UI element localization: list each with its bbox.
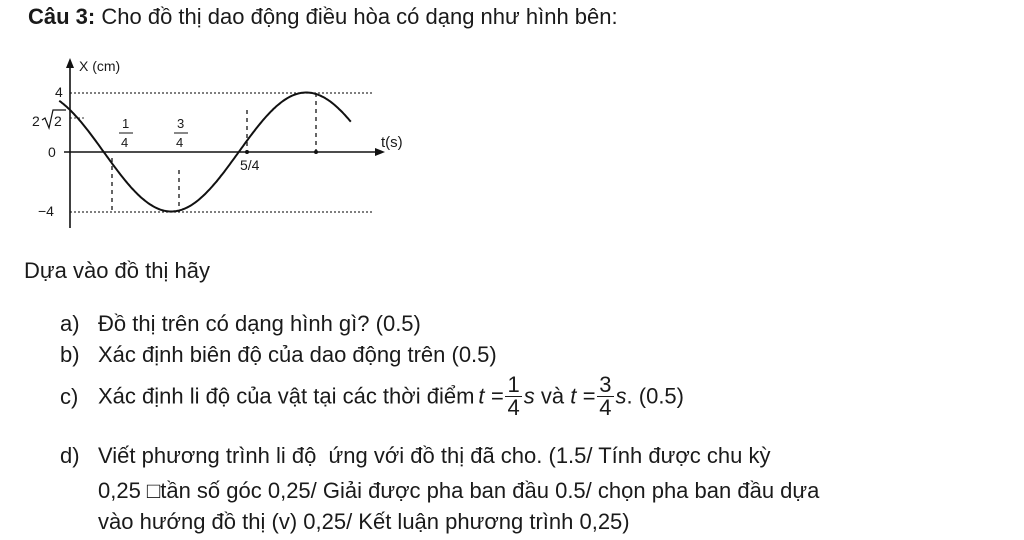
item-b-text: Xác định biên độ của dao động trên (0.5): [98, 342, 497, 367]
y-tick-0: 0: [48, 144, 56, 160]
x-axis-label: t(s): [381, 134, 403, 151]
item-d-line3: vào hướng đồ thị (v) 0,25/ Kết luận phương trình 0,25): [98, 509, 630, 534]
item-c-text: Xác định li độ của vật tại các thời điểm: [98, 383, 475, 409]
y-axis-arrow-icon: [66, 58, 74, 68]
item-c-t2: t =: [570, 383, 596, 409]
label-5-4: 5/4: [240, 157, 260, 173]
item-d: [60, 443, 770, 469]
frac-3-4-num: 3: [177, 116, 185, 131]
item-c-frac2-num: 3: [599, 372, 612, 397]
y-tick-4: 4: [55, 84, 63, 100]
item-a: [60, 311, 421, 337]
y-tick-2r2-coef: 2: [32, 113, 40, 129]
item-c-frac1: [505, 374, 521, 419]
item-c: [60, 374, 684, 419]
question-title: [28, 4, 618, 30]
prompt-text: Dựa vào đồ thị hãy: [24, 258, 210, 283]
item-c-frac2: [597, 374, 613, 419]
item-c-end: . (0.5): [626, 383, 684, 409]
y-tick-2r2-rad: 2: [54, 113, 62, 129]
y-axis-label: X (cm): [79, 58, 121, 74]
frac-1-4-den: 4: [121, 135, 129, 150]
item-c-frac2-den: 4: [599, 395, 612, 420]
frac-3-4-den: 4: [176, 135, 184, 150]
item-c-and: và: [534, 383, 571, 409]
y-tick-m4: −4: [38, 203, 54, 219]
item-b-marker: b): [60, 342, 80, 367]
oscillation-graph: [0, 40, 440, 250]
item-a-marker: a): [60, 311, 80, 336]
question-number: Câu 3:: [28, 4, 96, 29]
question-text: Cho đồ thị dao động điều hòa có dạng như hình bên:: [95, 4, 618, 29]
item-d-line1: Viết phương trình li độ ứng với đồ thị đã cho. (1.5/ Tính được chu kỳ: [98, 443, 771, 468]
item-c-t1: t =: [478, 383, 504, 409]
frac-1-4-num: 1: [122, 116, 130, 131]
item-c-s1: s: [523, 383, 535, 409]
item-c-frac1-den: 4: [507, 395, 520, 420]
point-t-1: [245, 150, 249, 154]
item-d-line2: 0,25 □tần số góc 0,25/ Giải được pha ban đầu 0.5/ chọn pha ban đầu dựa: [98, 478, 820, 503]
item-a-text: Đồ thị trên có dạng hình gì? (0.5): [98, 311, 421, 336]
item-c-s2: s: [615, 383, 627, 409]
item-c-marker: c): [60, 383, 79, 409]
item-d-marker: d): [60, 443, 80, 468]
point-t-7-4: [314, 150, 318, 154]
item-c-frac1-num: 1: [507, 372, 520, 397]
item-b: [60, 342, 497, 368]
